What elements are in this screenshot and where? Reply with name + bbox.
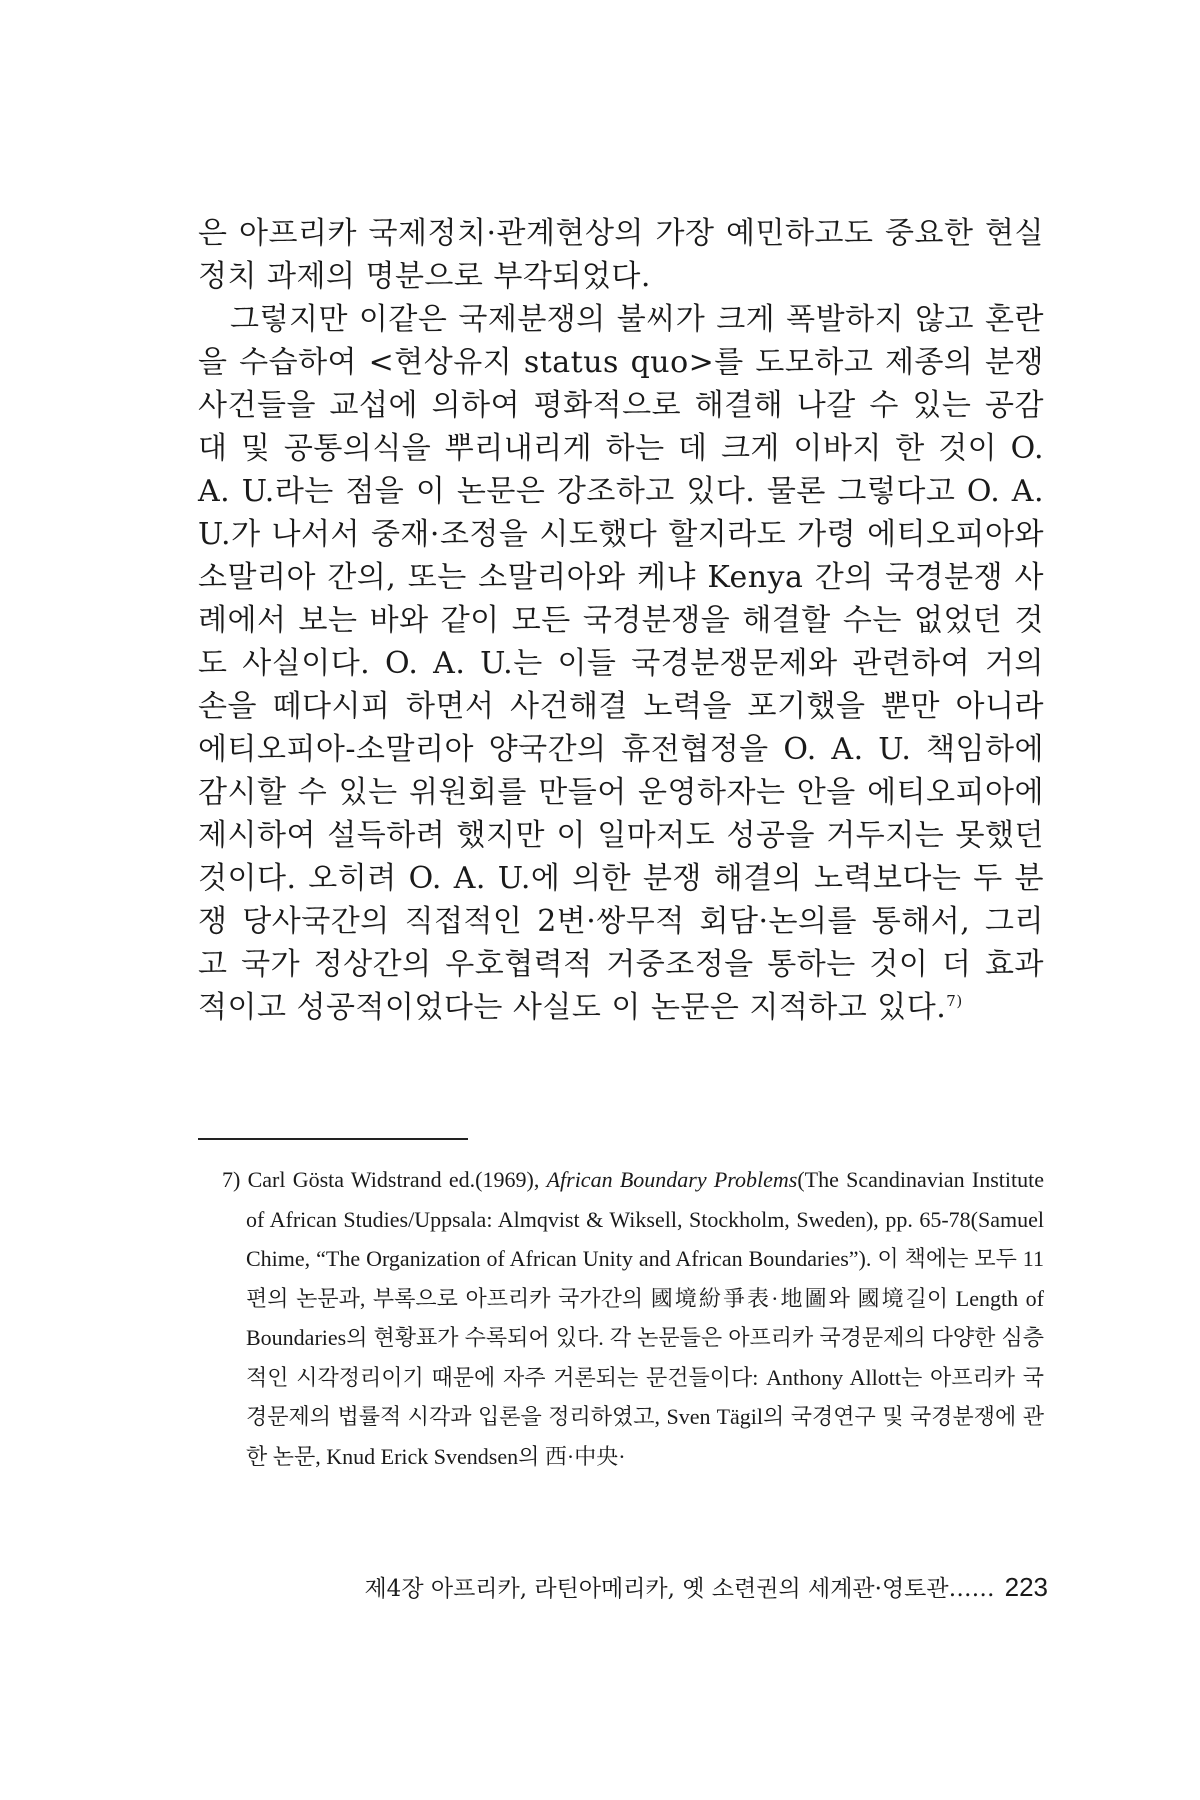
book-title: African Boundary Problems	[546, 1167, 798, 1192]
footnote-marker: 7)	[222, 1167, 241, 1192]
footnote-text-rest: (The Scandinavian Institute of African Studies/Uppsala: Almqvist & Wiksell, Stockholm, Sweden), pp. 65-78(Samuel Chime, “The Organization of African Unity and African Boundaries”). 이 책에는 모두 11편의 논문과, 부록으로 아프리카 국가간의 國境紛爭表·地圖와 國境길이 Length of Boundaries의 현황표가 수록되어 있다. 각 논문들은 아프리카 국경문제의 다양한 심층적인 시각정리이기 때문에 자주 거론되는 문건들이다: Anthony Allott는 아프리카 국경문제의 법률적 시각과 입론을 정리하였고, Sven Tägil의 국경연구 및 국경분쟁에 관한 논문, Knud Erick Svendsen의 西·中央·	[246, 1167, 1045, 1469]
paragraph	[198, 298, 1044, 1029]
paragraph-text: 그렇지만 이같은 국제분쟁의 불씨가 크게 폭발하지 않고 혼란을 수습하여 <현상유지 status quo>를 도모하고 제종의 분쟁사건들을 교섭에 의하여 평화적으로 해결해 나갈 수 있는 공감대 및 공통의식을 뿌리내리게 하는 데 크게 이바지 한 것이 O. A. U.라는 점을 이 논문은 강조하고 있다. 물론 그렇다고 O. A. U.가 나서서 중재·조정을 시도했다 할지라도 가령 에티오피아와 소말리아 간의, 또는 소말리아와 케냐 Kenya 간의 국경분쟁 사례에서 보는 바와 같이 모든 국경분쟁을 해결할 수는 없었던 것도 사실이다. O. A. U.는 이들 국경분쟁문제와 관련하여 거의 손을 떼다시피 하면서 사건해결 노력을 포기했을 뿐만 아니라 에티오피아-소말리아 양국간의 휴전협정을 O. A. U. 책임하에 감시할 수 있는 위원회를 만들어 운영하자는 안을 에티오피아에 제시하여 설득하려 했지만 이 일마저도 성공을 거두지는 못했던 것이다. 오히려 O. A. U.에 의한 분쟁 해결의 노력보다는 두 분쟁 당사국간의 직접적인 2변·쌍무적 회담·논의를 통해서, 그리고 국가 정상간의 우호협력적 거중조정을 통하는 것이 더 효과적이고 성공적이었다는 사실도 이 논문은 지적하고 있다.	[198, 302, 1044, 1025]
body-text	[198, 212, 1044, 1029]
footnote-7	[222, 1160, 1044, 1476]
paragraph-continued: 은 아프리카 국제정치·관계현상의 가장 예민하고도 중요한 현실정치 과제의 명분으로 부각되었다.	[198, 216, 1044, 294]
footnote-separator	[198, 1138, 468, 1140]
footnote-text-start: Carl Gösta Widstrand ed.(1969),	[240, 1167, 547, 1192]
chapter-title: 제4장 아프리카, 라틴아메리카, 옛 소련권의 세계관·영토관……	[364, 1576, 995, 1602]
footnote	[222, 1160, 1044, 1476]
running-footer	[268, 1572, 1048, 1604]
footnote-reference: 7)	[946, 992, 963, 1010]
page-number: 223	[1004, 1572, 1048, 1602]
